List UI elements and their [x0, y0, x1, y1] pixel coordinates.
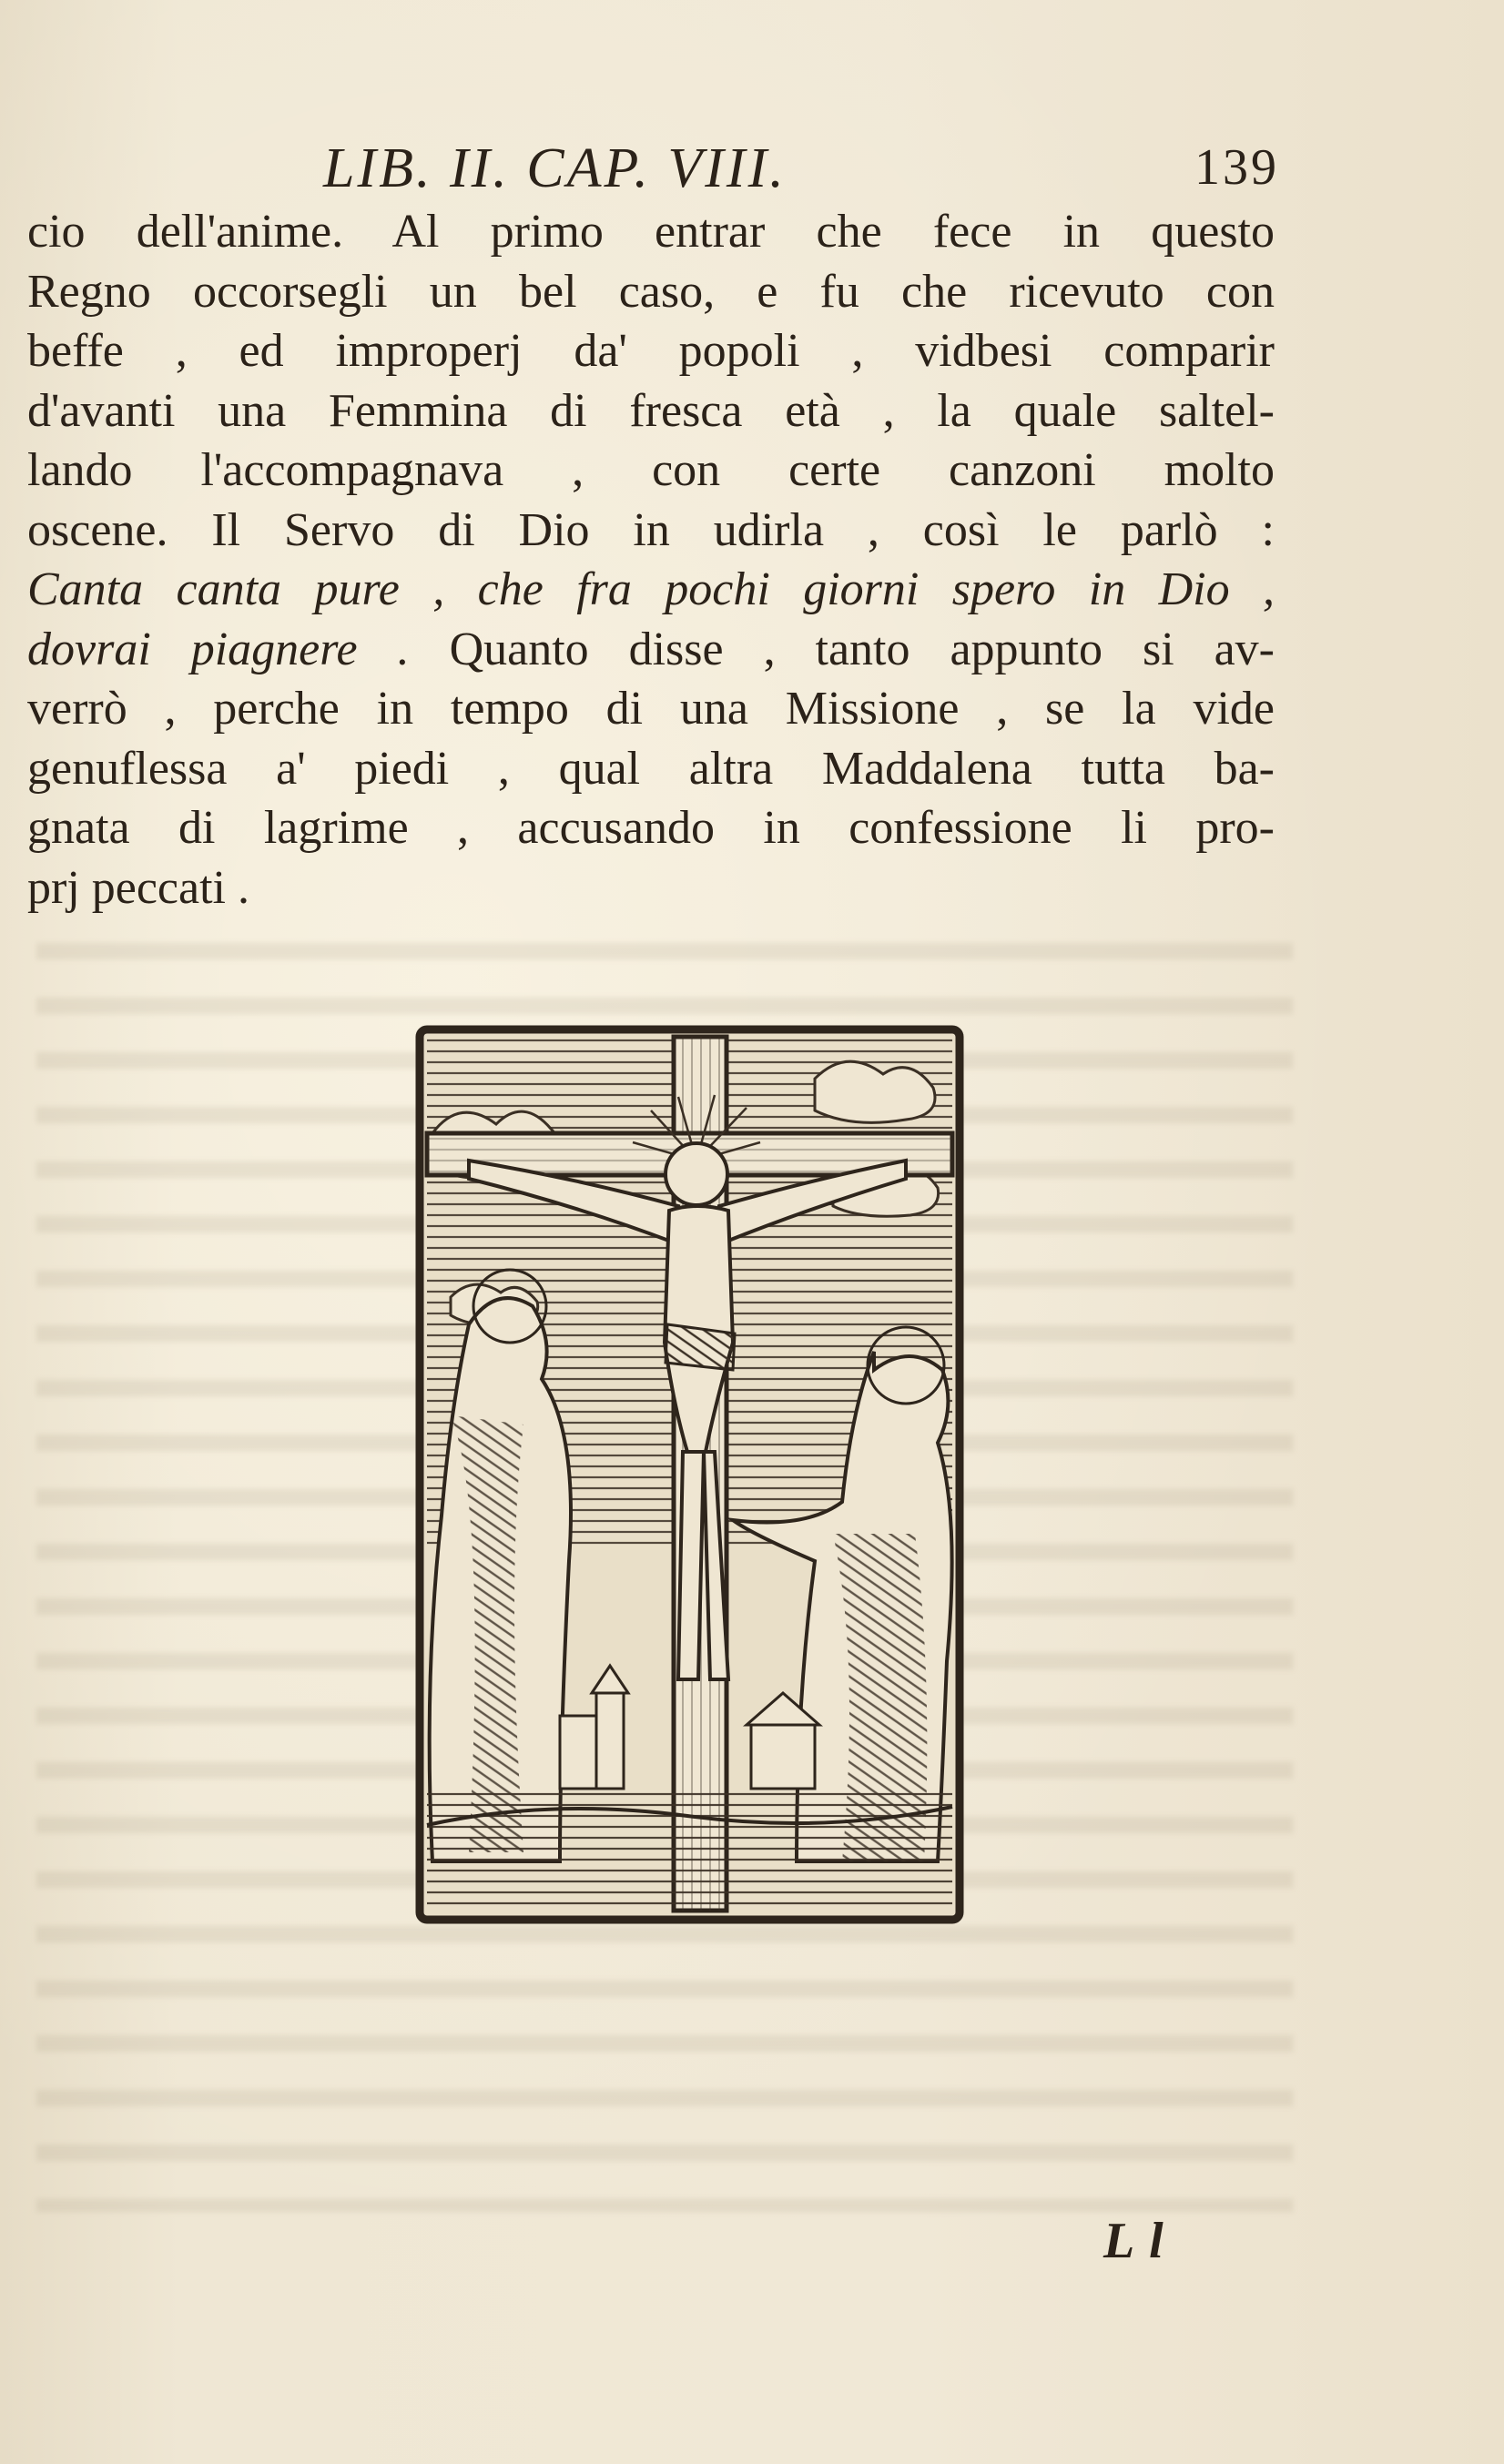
italic-quote-end: dovrai piagnere . — [27, 623, 410, 675]
text-line: oscene. Il Servo di Dio in udirla , così le parlò : — [27, 503, 1275, 556]
text-line: genuflessa a' piedi , qual altra Maddalena tutta ba- — [27, 742, 1275, 795]
text-line: verrò , perche in tempo di una Missione , se la vide — [27, 683, 1275, 735]
page-header — [323, 137, 1279, 200]
text-line: gnata di lagrime , accusando in confessione li pro- — [27, 802, 1275, 854]
catchword: L l — [1103, 2213, 1165, 2269]
text-line — [27, 620, 1275, 680]
text-line: beffe , ed improperj da' popoli , vidbesi comparir — [27, 325, 1275, 377]
text-line: cio dell'anime. Al primo entrar che fece in questo — [27, 206, 1275, 258]
text-line-italic: Canta canta pure , che fra pochi giorni spero in Dio , — [27, 563, 1275, 615]
text-line: d'avanti una Femmina di fresca età , la quale saltel- — [27, 384, 1275, 437]
body-paragraph — [27, 202, 1275, 918]
running-title: LIB. II. CAP. VIII. — [323, 137, 787, 199]
text-line: prj peccati . — [27, 861, 249, 914]
page-number: 139 — [1194, 139, 1279, 196]
crucifixion-woodcut-icon — [414, 1024, 965, 1925]
text-line: Regno occorsegli un bel caso, e fu che ricevuto con — [27, 265, 1275, 318]
text-line: lando l'accompagnava , con certe canzoni molto — [27, 444, 1275, 496]
text-line-rest: Quanto disse , tanto appunto si av- — [409, 623, 1275, 675]
